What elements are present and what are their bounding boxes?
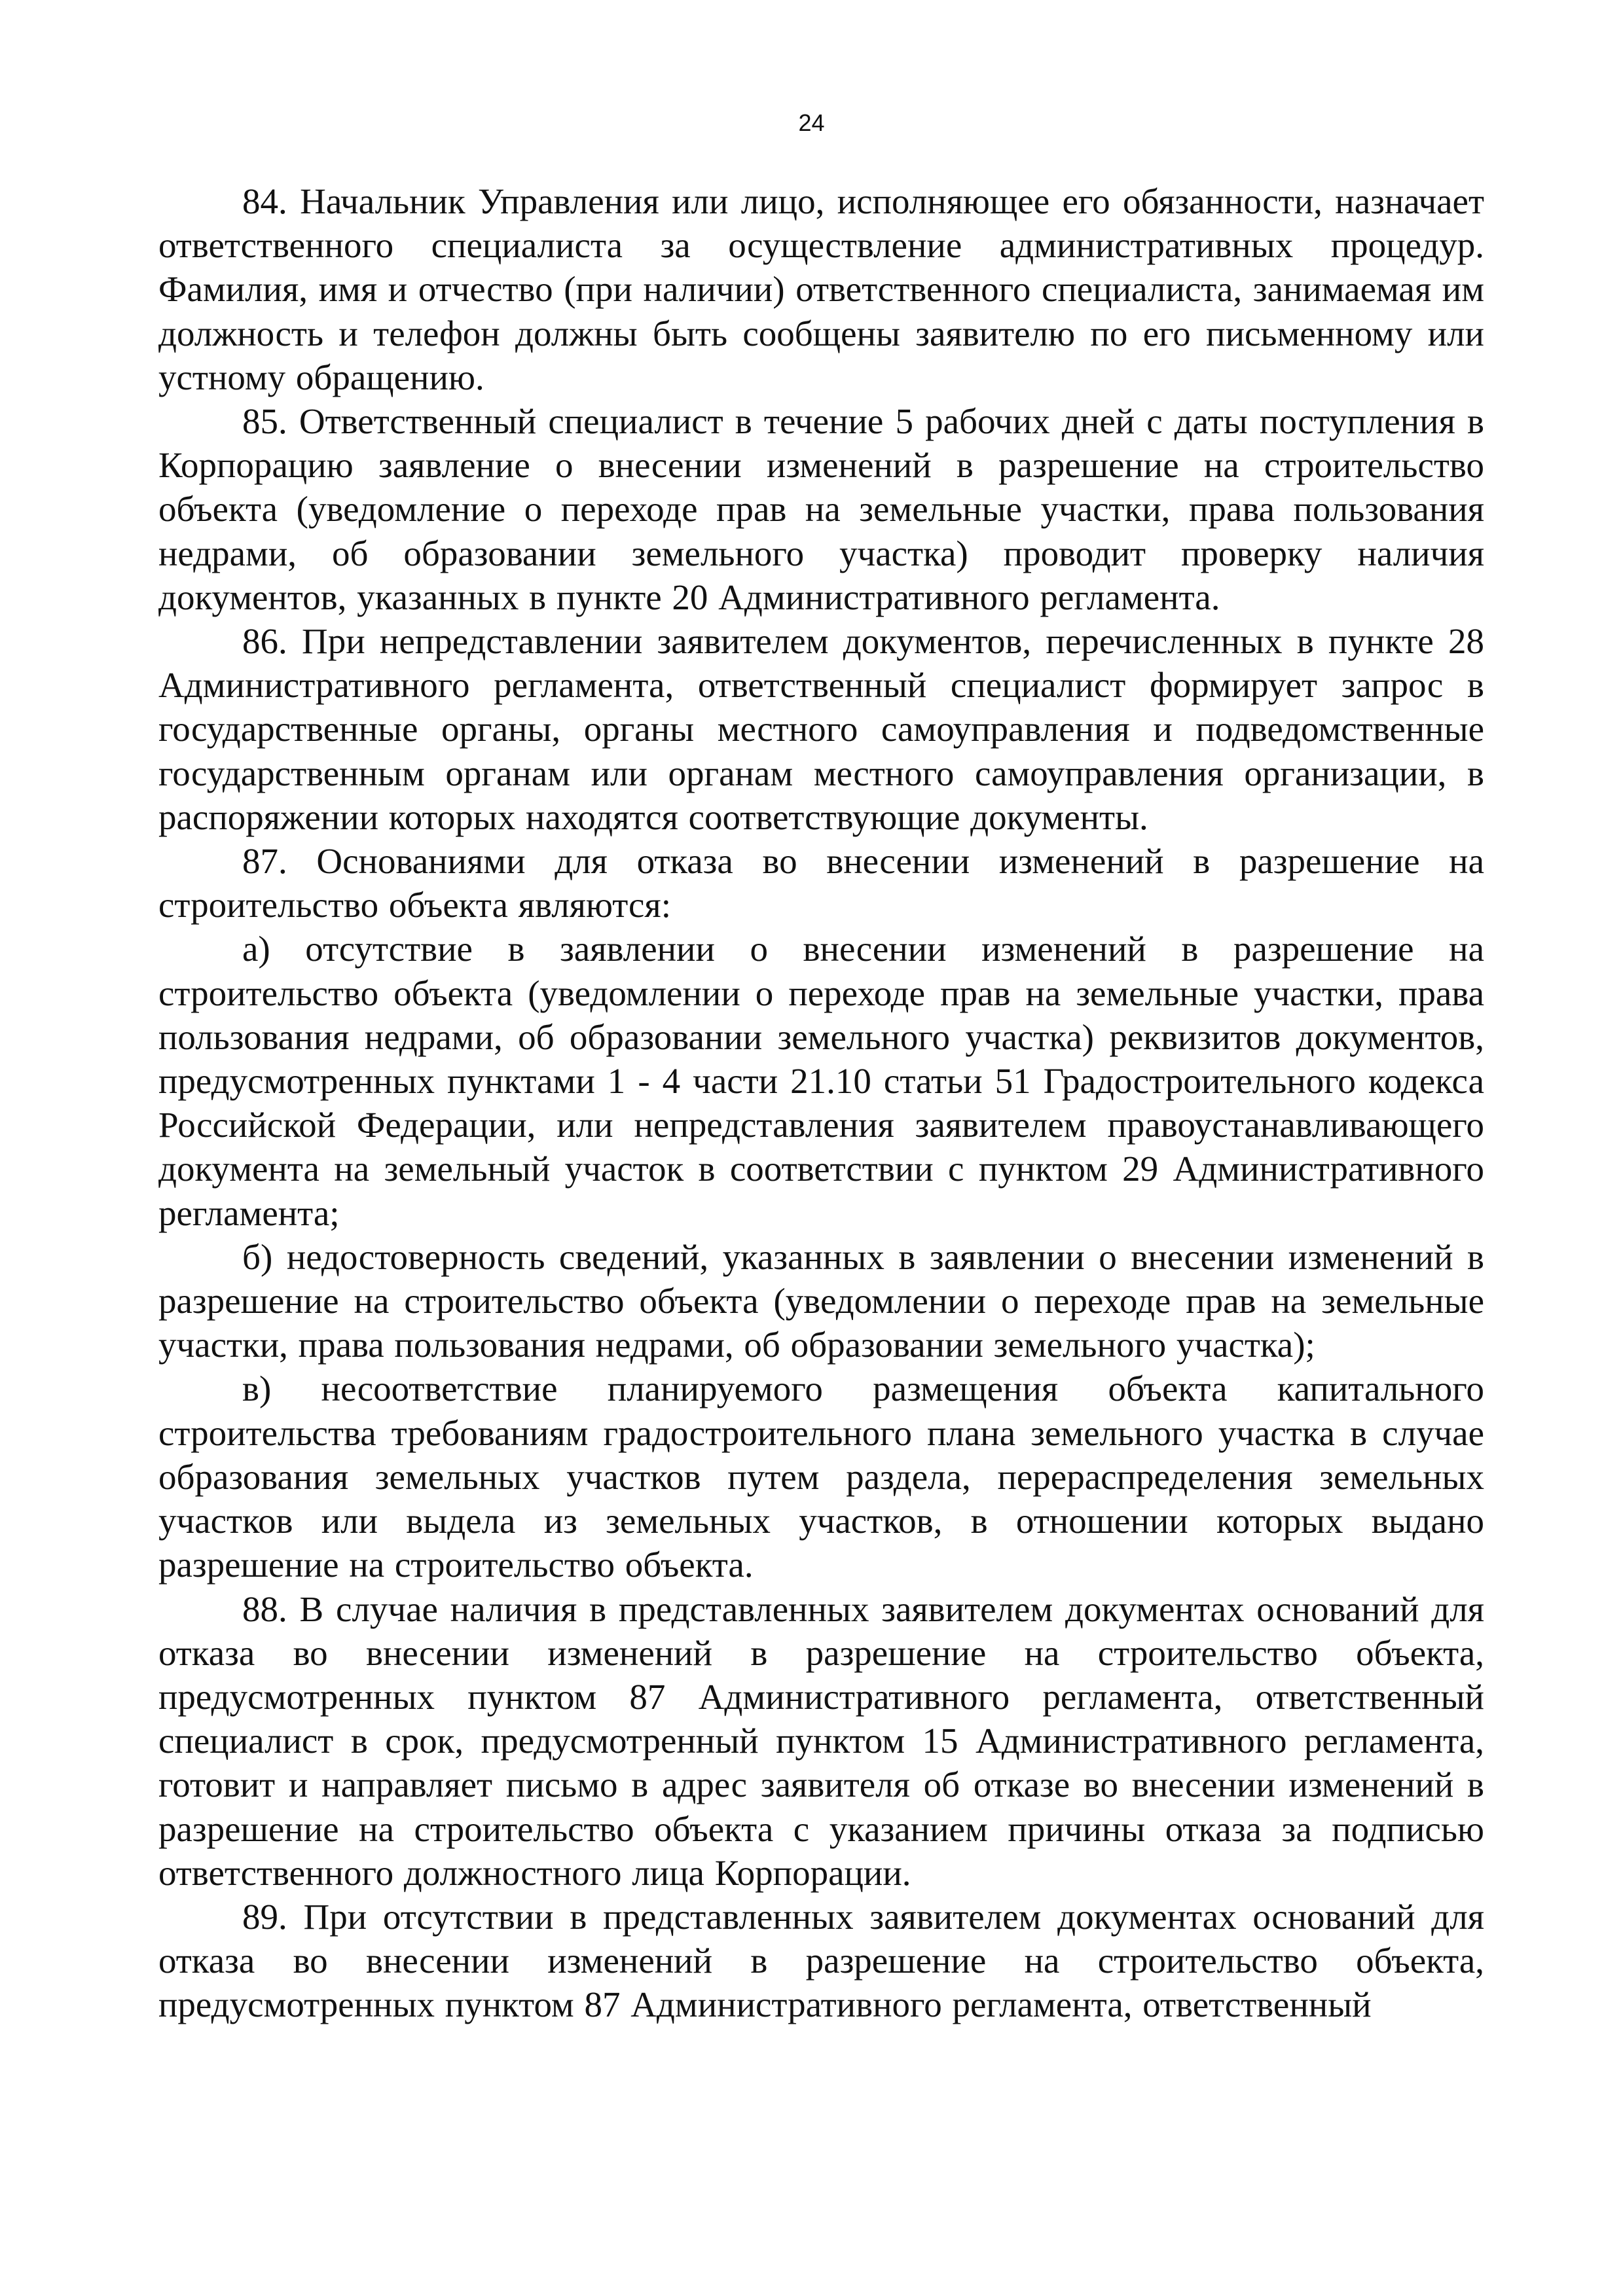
- document-body: [158, 179, 1484, 2027]
- paragraph-85: 85. Ответственный специалист в течение 5 рабочих дней с даты поступления в Корпорацию заявление о внесении изменений в разрешение на строительство объекта (уведомление о переходе прав на земельные участки, права пользования недрами, об образовании земельного участка) проводит проверку наличия документов, указанных в пункте 20 Административного регламента.: [158, 401, 1484, 617]
- paragraph-88: 88. В случае наличия в представленных заявителем документах оснований для отказа во внесении изменений в разрешение на строительство объекта, предусмотренных пунктом 87 Административного регламента, ответственный специалист в срок, предусмотренный пунктом 15 Административного регламента, готовит и направляет письмо в адрес заявителя об отказе во внесении изменений в разрешение на строительство объекта с указанием причины отказа за подписью ответственного должностного лица Корпорации.: [158, 1588, 1484, 1893]
- paragraph-87-item-v: в) несоответствие планируемого размещения объекта капитального строительства требованиям градостроительного плана земельного участка в случае образования земельных участков путем раздела, перераспределения земельных участков или выдела из земельных участков, в отношении которых выдано разрешение на строительство объекта.: [158, 1369, 1484, 1585]
- page-number: 24: [798, 109, 825, 136]
- paragraph-86: 86. При непредставлении заявителем документов, перечисленных в пункте 28 Административного регламента, ответственный специалист формирует запрос в государственные органы, органы местного самоуправления и подведомственные государственным органам или органам местного самоуправления организации, в распоряжении которых находятся соответствующие документы.: [158, 621, 1484, 837]
- paragraph-87-item-a: а) отсутствие в заявлении о внесении изменений в разрешение на строительство объекта (уведомлении о переходе прав на земельные участки, права пользования недрами, об образовании земельного участка) реквизитов документов, предусмотренных пунктами 1 - 4 части 21.10 статьи 51 Градостроительного кодекса Российской Федерации, или непредставления заявителем правоустанавливающего документа на земельный участок в соответствии с пунктом 29 Административного регламента;: [158, 929, 1484, 1233]
- paragraph-84: 84. Начальник Управления или лицо, исполняющее его обязанности, назначает ответственного специалиста за осуществление административных процедур. Фамилия, имя и отчество (при наличии) ответственного специалиста, занимаемая им должность и телефон должны быть сообщены заявителю по его письменному или устному обращению.: [158, 181, 1484, 397]
- paragraph-87-item-b: б) недостоверность сведений, указанных в заявлении о внесении изменений в разрешение на строительство объекта (уведомлении о переходе прав на земельные участки, права пользования недрами, об образовании земельного участка);: [158, 1236, 1484, 1365]
- paragraph-87: 87. Основаниями для отказа во внесении изменений в разрешение на строительство объекта являются:: [158, 841, 1484, 925]
- paragraph-89: 89. При отсутствии в представленных заявителем документах оснований для отказа во внесении изменений в разрешение на строительство объекта, предусмотренных пунктом 87 Административного регламента, ответственный: [158, 1896, 1484, 2025]
